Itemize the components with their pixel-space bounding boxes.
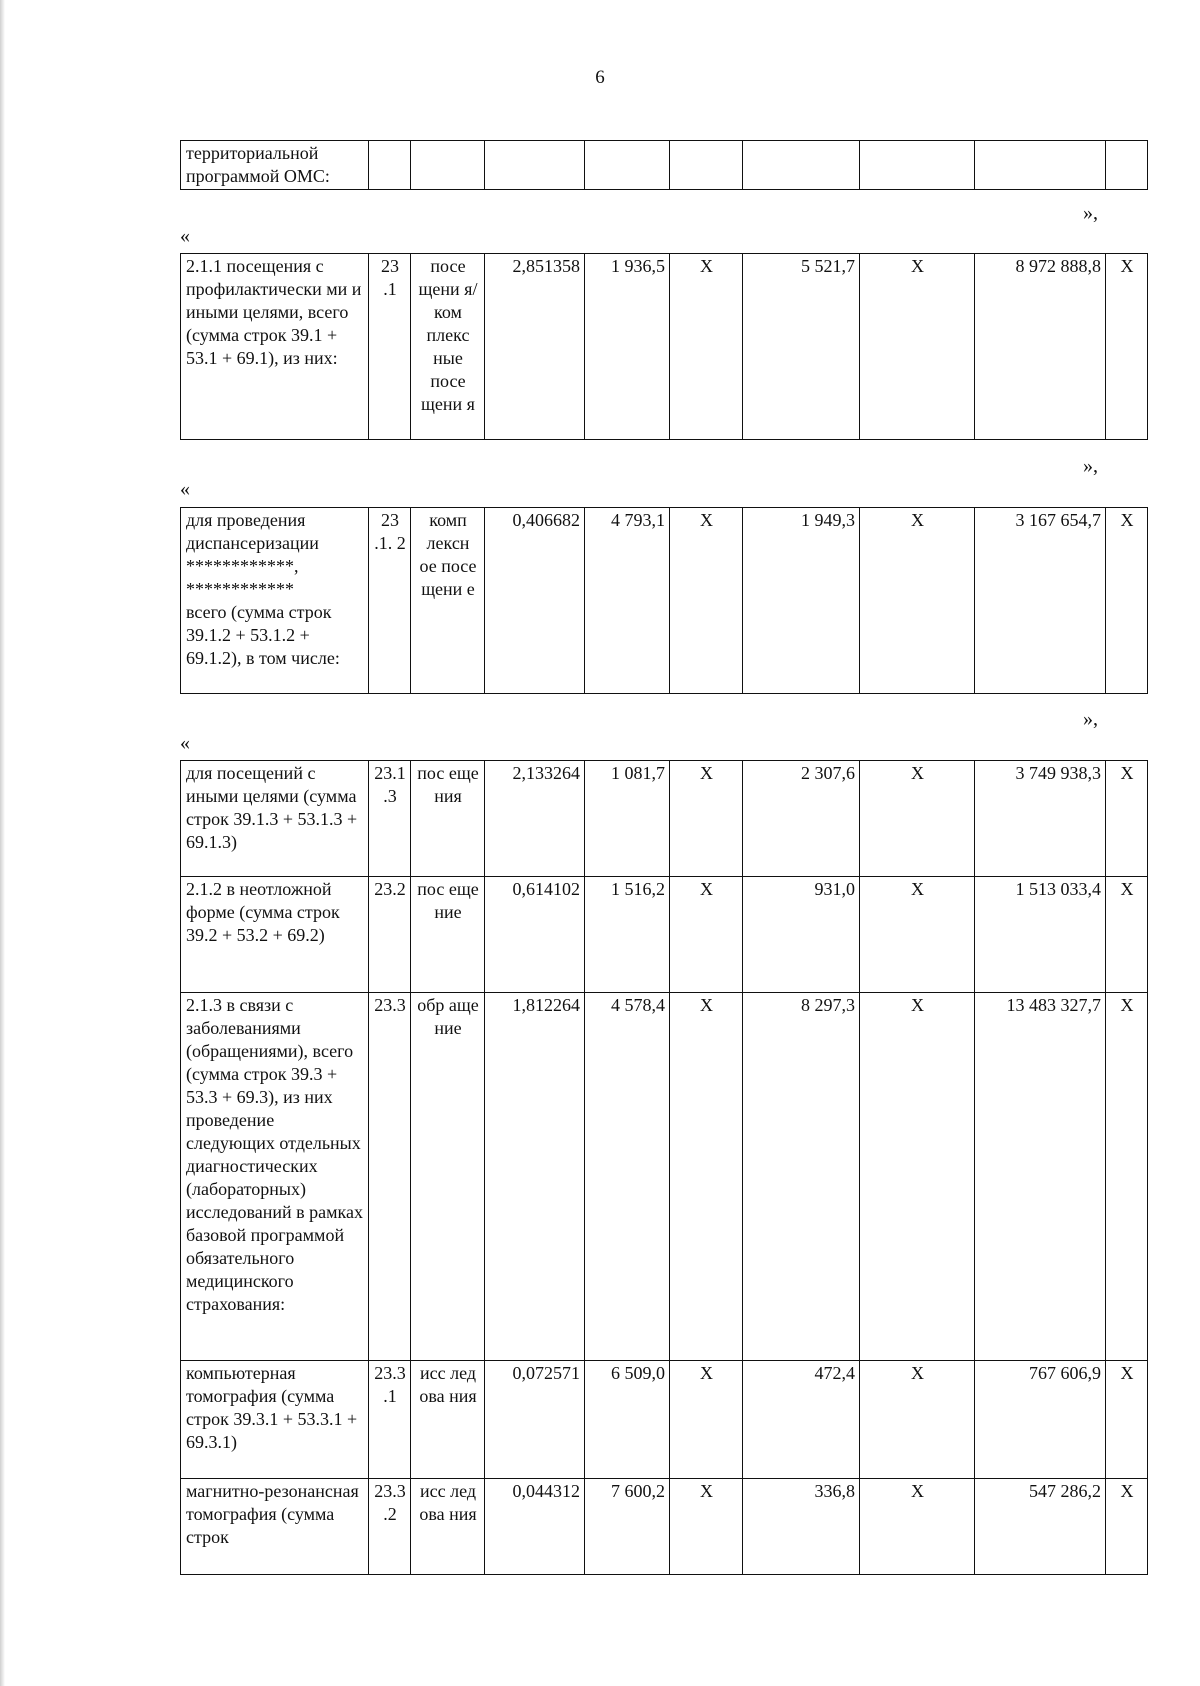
row-mark: Х <box>860 1479 975 1575</box>
row-total: 3 167 654,7 <box>975 508 1106 694</box>
row-unit: обр аще ние <box>411 993 485 1361</box>
row-total: 3 749 938,3 <box>975 761 1106 877</box>
row-number: 23 .1. 2 <box>369 508 411 694</box>
row-mark: Х <box>1106 254 1148 440</box>
row-number: 23.3 .2 <box>369 1479 411 1575</box>
row-mark: Х <box>860 761 975 877</box>
row-mark: Х <box>1106 993 1148 1361</box>
table-fragment-main <box>180 760 1148 1575</box>
table-row <box>181 1361 1148 1479</box>
row-total: 8 972 888,8 <box>975 254 1106 440</box>
row-rate: 0,044312 <box>485 1479 585 1575</box>
row-description: компьютерная томография (сумма строк 39.3.1 + 53.3.1 + 69.3.1) <box>181 1361 369 1479</box>
table-row <box>181 993 1148 1361</box>
row-description: 2.1.3 в связи с заболеваниями (обращениями), всего (сумма строк 39.3 + 53.3 + 69.3), из них проведение следующих отдельных диагностических (лабораторных) исследований в рамках базовой программой обязательного медицинского страхования: <box>181 993 369 1361</box>
row-rate: 0,406682 <box>485 508 585 694</box>
table-fragment-top <box>180 140 1148 190</box>
row-total: 767 606,9 <box>975 1361 1106 1479</box>
table-fragment-dispensary <box>180 507 1148 694</box>
table-fragment-visits <box>180 253 1148 440</box>
table-row <box>181 254 1148 440</box>
row-mark: Х <box>1106 877 1148 993</box>
row-cost: 1 936,5 <box>585 254 670 440</box>
row-rate: 2,851358 <box>485 254 585 440</box>
row-mark: Х <box>670 508 743 694</box>
row-mark: Х <box>670 877 743 993</box>
row-total: 547 286,2 <box>975 1479 1106 1575</box>
closing-quote: », <box>1083 708 1098 730</box>
row-mark: Х <box>860 254 975 440</box>
row-mark: Х <box>860 508 975 694</box>
row-amount: 931,0 <box>743 877 860 993</box>
row-total: 13 483 327,7 <box>975 993 1106 1361</box>
row-number: 23.3 .1 <box>369 1361 411 1479</box>
row-mark: Х <box>670 254 743 440</box>
row-description: для посещений с иными целями (сумма строк 39.1.3 + 53.1.3 + 69.1.3) <box>181 761 369 877</box>
row-total: 1 513 033,4 <box>975 877 1106 993</box>
opening-quote: « <box>180 732 190 754</box>
closing-quote: », <box>1083 202 1098 224</box>
row-amount: 1 949,3 <box>743 508 860 694</box>
row-mark: Х <box>860 1361 975 1479</box>
row-unit: исс лед ова ния <box>411 1479 485 1575</box>
row-cost: 1 081,7 <box>585 761 670 877</box>
table-row <box>181 141 1148 190</box>
row-mark: Х <box>1106 1479 1148 1575</box>
row-mark: Х <box>670 993 743 1361</box>
row-description: магнитно-резонансная томография (сумма строк <box>181 1479 369 1575</box>
table-row <box>181 1479 1148 1575</box>
row-number: 23.1 .3 <box>369 761 411 877</box>
row-mark: Х <box>860 877 975 993</box>
row-mark: Х <box>670 1361 743 1479</box>
row-unit: пос еще ния <box>411 761 485 877</box>
row-description: 2.1.2 в неотложной форме (сумма строк 39.2 + 53.2 + 69.2) <box>181 877 369 993</box>
row-unit: пос еще ние <box>411 877 485 993</box>
row-amount: 5 521,7 <box>743 254 860 440</box>
opening-quote: « <box>180 225 190 247</box>
row-mark: Х <box>1106 508 1148 694</box>
row-cost: 4 793,1 <box>585 508 670 694</box>
row-description: территориальной программой ОМС: <box>181 141 369 190</box>
table-row <box>181 508 1148 694</box>
row-mark: Х <box>1106 1361 1148 1479</box>
row-rate: 1,812264 <box>485 993 585 1361</box>
row-number: 23 .1 <box>369 254 411 440</box>
row-amount: 336,8 <box>743 1479 860 1575</box>
row-cost: 6 509,0 <box>585 1361 670 1479</box>
row-cost: 4 578,4 <box>585 993 670 1361</box>
page-number: 6 <box>595 67 605 88</box>
row-mark: Х <box>860 993 975 1361</box>
opening-quote: « <box>180 478 190 500</box>
row-unit: исс лед ова ния <box>411 1361 485 1479</box>
row-mark: Х <box>1106 761 1148 877</box>
row-mark: Х <box>670 1479 743 1575</box>
row-description: для проведения диспансеризации ************, ************ всего (сумма строк 39.1.2 + 53.1.2 + 69.1.2), в том числе: <box>181 508 369 694</box>
row-amount: 8 297,3 <box>743 993 860 1361</box>
row-rate: 0,614102 <box>485 877 585 993</box>
row-number: 23.2 <box>369 877 411 993</box>
row-cost: 1 516,2 <box>585 877 670 993</box>
row-rate: 0,072571 <box>485 1361 585 1479</box>
row-description: 2.1.1 посещения с профилактически ми и иными целями, всего (сумма строк 39.1 + 53.1 + 69.1), из них: <box>181 254 369 440</box>
row-unit: посе щени я/ком плекс ные посе щени я <box>411 254 485 440</box>
row-number: 23.3 <box>369 993 411 1361</box>
scan-edge-shadow <box>0 0 5 1686</box>
closing-quote: », <box>1083 455 1098 477</box>
table-row <box>181 877 1148 993</box>
row-rate: 2,133264 <box>485 761 585 877</box>
row-cost: 7 600,2 <box>585 1479 670 1575</box>
row-unit: комп лексн ое посе щени е <box>411 508 485 694</box>
row-amount: 2 307,6 <box>743 761 860 877</box>
row-mark: Х <box>670 761 743 877</box>
table-row <box>181 761 1148 877</box>
row-amount: 472,4 <box>743 1361 860 1479</box>
